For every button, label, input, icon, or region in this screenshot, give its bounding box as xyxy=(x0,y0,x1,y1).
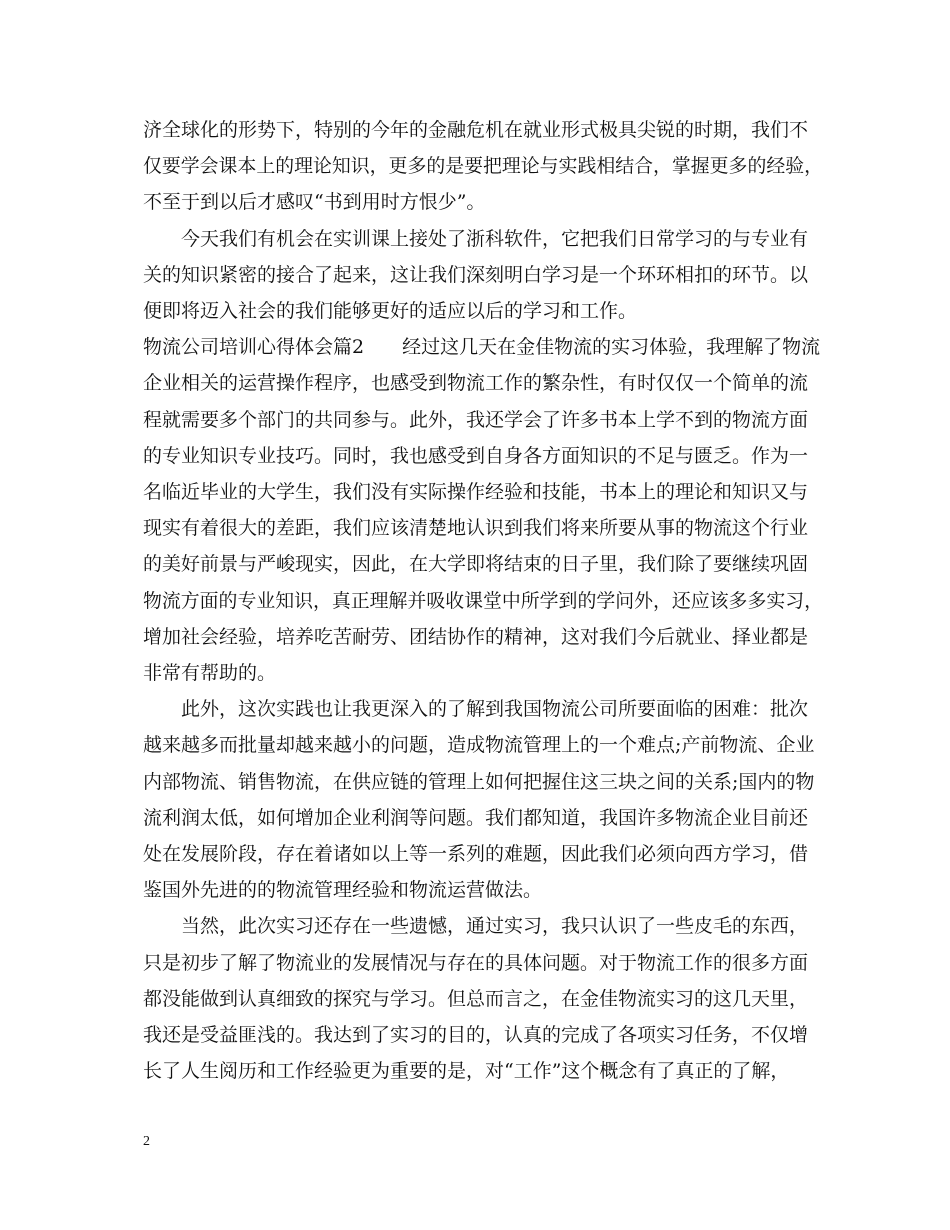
text-line: 长了人生阅历和工作经验更为重要的是，对“工作”这个概念有了真正的了解， xyxy=(143,1060,790,1082)
text-line: 今天我们有机会在实训课上接处了浙科软件，它把我们日常学习的与专业有 xyxy=(143,228,809,250)
text-line: 现实有着很大的差距，我们应该清楚地认识到我们将来所要从事的物流这个行业 xyxy=(143,517,809,539)
text-line: 流利润太低，如何增加企业利润等问题。我们都知道，我国许多物流企业目前还 xyxy=(143,807,809,829)
text-line: 仅要学会课本上的理论知识，更多的是要把理论与实践相结合，掌握更多的经验， xyxy=(143,155,824,177)
text-line: 此外，这次实践也让我更深入的了解到我国物流公司所要面临的困难：批次 xyxy=(143,698,809,720)
text-line: 不至于到以后才感叹“书到用时方恨少”。 xyxy=(143,191,486,213)
text-line: 的美好前景与严峻现实，因此，在大学即将结束的日子里，我们除了要继续巩固 xyxy=(143,553,809,575)
text-line: 企业相关的运营操作程序，也感受到物流工作的繁杂性，有时仅仅一个简单的流 xyxy=(143,372,809,394)
text-line: 鉴国外先进的的物流管理经验和物流运营做法。 xyxy=(143,879,543,901)
text-line: 都没能做到认真细致的探究与学习。但总而言之，在金佳物流实习的这几天里， xyxy=(143,988,809,1010)
text-line: 非常有帮助的。 xyxy=(143,662,277,684)
text-line: 内部物流、销售物流，在供应链的管理上如何把握住这三块之间的关系;国内的物 xyxy=(143,771,815,793)
text-line: 便即将迈入社会的我们能够更好的适应以后的学习和工作。 xyxy=(143,300,638,322)
text-line: 越来越多而批量却越来越小的问题，造成物流管理上的一个难点;产前物流、企业 xyxy=(143,734,815,756)
text-line: 当然，此次实习还存在一些遗憾，通过实习，我只认识了一些皮毛的东西， xyxy=(143,915,809,937)
text-line: 名临近毕业的大学生，我们没有实际操作经验和技能，书本上的理论和知识又与 xyxy=(143,481,809,503)
page-number: 2 xyxy=(143,1134,150,1149)
text-line: 物流方面的专业知识，真正理解并吸收课堂中所学到的学问外，还应该多多实习， xyxy=(143,590,824,612)
text-line: 济全球化的形势下，特别的今年的金融危机在就业形式极具尖锐的时期，我们不 xyxy=(143,119,809,141)
text-line: 只是初步了解了物流业的发展情况与存在的具体问题。对于物流工作的很多方面 xyxy=(143,952,809,974)
text-line: 物流公司培训心得体会篇2 经过这几天在金佳物流的实习体验，我理解了物流 xyxy=(143,336,821,358)
text-line: 的专业知识专业技巧。同时，我也感受到自身各方面知识的不足与匮乏。作为一 xyxy=(143,445,809,467)
text-line: 我还是受益匪浅的。我达到了实习的目的，认真的完成了各项实习任务，不仅增 xyxy=(143,1024,809,1046)
text-line: 程就需要多个部门的共同参与。此外，我还学会了许多书本上学不到的物流方面 xyxy=(143,409,809,431)
text-line: 关的知识紧密的接合了起来，这让我们深刻明白学习是一个环环相扣的环节。以 xyxy=(143,264,809,286)
text-line: 增加社会经验，培养吃苦耐劳、团结协作的精神，这对我们今后就业、择业都是 xyxy=(143,626,809,648)
text-line: 处在发展阶段，存在着诸如以上等一系列的难题，因此我们必须向西方学习，借 xyxy=(143,843,809,865)
